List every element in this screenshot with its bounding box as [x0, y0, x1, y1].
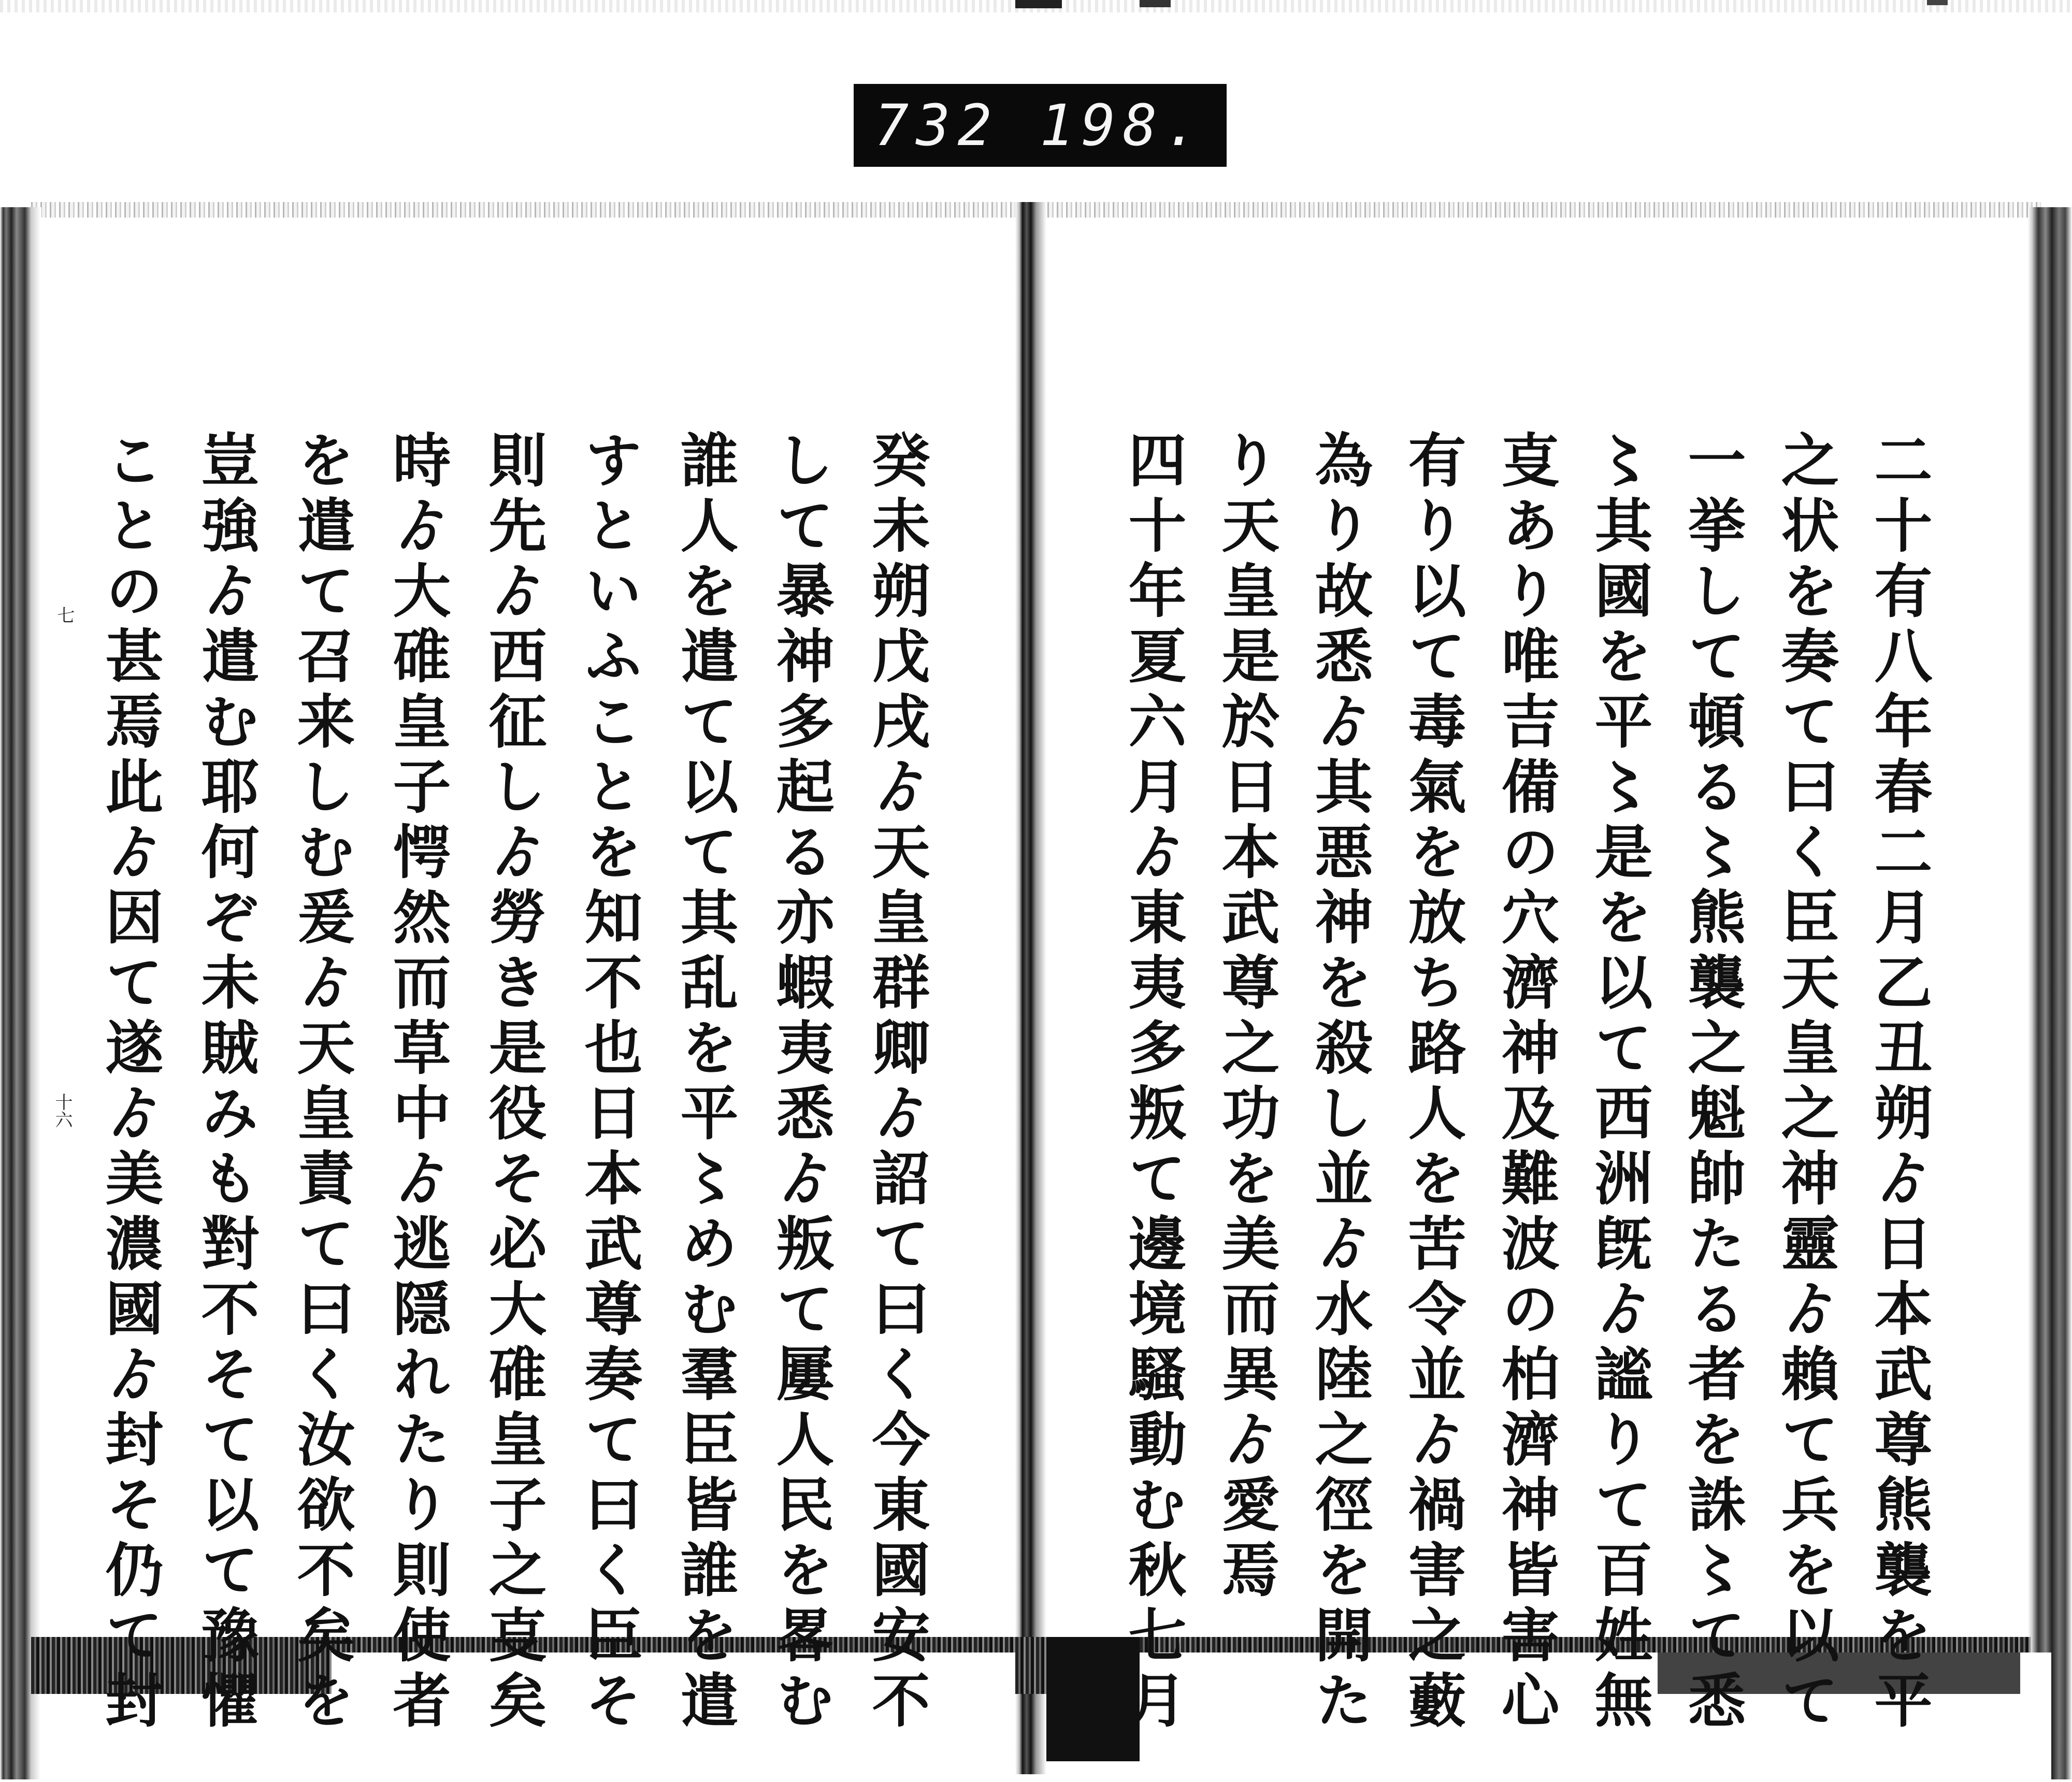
text-column: 四十年夏六月ゟ東夷多叛て邊境騷動む秋七月	[1119, 430, 1187, 1735]
text-column: り天皇是於日本武尊之功を美而異ゟ愛焉	[1212, 430, 1280, 1605]
right-page-edge	[2028, 207, 2072, 1779]
book-gutter	[1015, 202, 1046, 1774]
archive-label-plate	[854, 84, 1227, 167]
right-page	[1052, 202, 2025, 1735]
text-column: 之状を奏て曰く臣天皇之神靈ゟ賴て兵を以て	[1772, 430, 1839, 1735]
text-column: して暴神多起る亦蝦夷悉ゟ叛て屢人民を畧む	[767, 430, 834, 1735]
label-right-number: 198.	[1040, 92, 1206, 159]
text-column: を遣て召来しむ爰ゟ天皇責て曰く汝欲不矣を	[287, 430, 355, 1735]
text-column: 〻其國を平〻是を以て西洲旣ゟ謐りて百姓無	[1585, 430, 1653, 1735]
text-column: 㕝あり唯吉備の穴濟神及難波の柏濟神皆害心	[1492, 430, 1560, 1735]
text-column: ことの甚焉此ゟ因て遂ゟ美濃國ゟ封そ仍て封	[96, 430, 164, 1735]
left-page	[47, 202, 1010, 1735]
text-column: 為り故悉ゟ其悪神を殺し並ゟ水陸之徑を開た	[1305, 430, 1373, 1735]
margin-page-mark: 十六	[52, 1093, 73, 1128]
open-book	[0, 202, 2072, 1779]
margin-page-mark: 七	[54, 606, 75, 624]
text-column: 一挙して頓る〻熊襲之魁帥たる者を誅〻て悉	[1678, 430, 1746, 1735]
text-column: 豈強ゟ遣む耶何ぞ未賊みも對不そて以て豫懼	[192, 430, 260, 1735]
text-column: 有り以て毒氣を放ち路人を苦令並ゟ禍害之藪	[1399, 430, 1466, 1735]
text-column: 二十有八年春二月乙丑朔ゟ日本武尊熊襲を平	[1865, 430, 1933, 1735]
text-column: 誰人を遣て以て其乱を平〻めむ羣臣皆誰を遣	[671, 430, 739, 1735]
label-left-number: 732	[874, 92, 999, 159]
left-page-edge	[0, 207, 41, 1779]
text-column: 時ゟ大碓皇子愕然而草中ゟ逃隠れたり則使者	[383, 430, 451, 1735]
text-column: 癸未朔戊戌ゟ天皇群卿ゟ詔て曰く今東國安不	[862, 430, 930, 1735]
scan-mark	[1015, 0, 1062, 8]
text-column: すといふことを知不也日本武尊奏て曰く臣そ	[575, 430, 643, 1735]
scan-mark	[1140, 0, 1171, 7]
text-column: 則先ゟ西征しゟ勞き是役そ必大碓皇子之㕝矣	[479, 430, 547, 1735]
scan-mark	[1927, 0, 1948, 5]
